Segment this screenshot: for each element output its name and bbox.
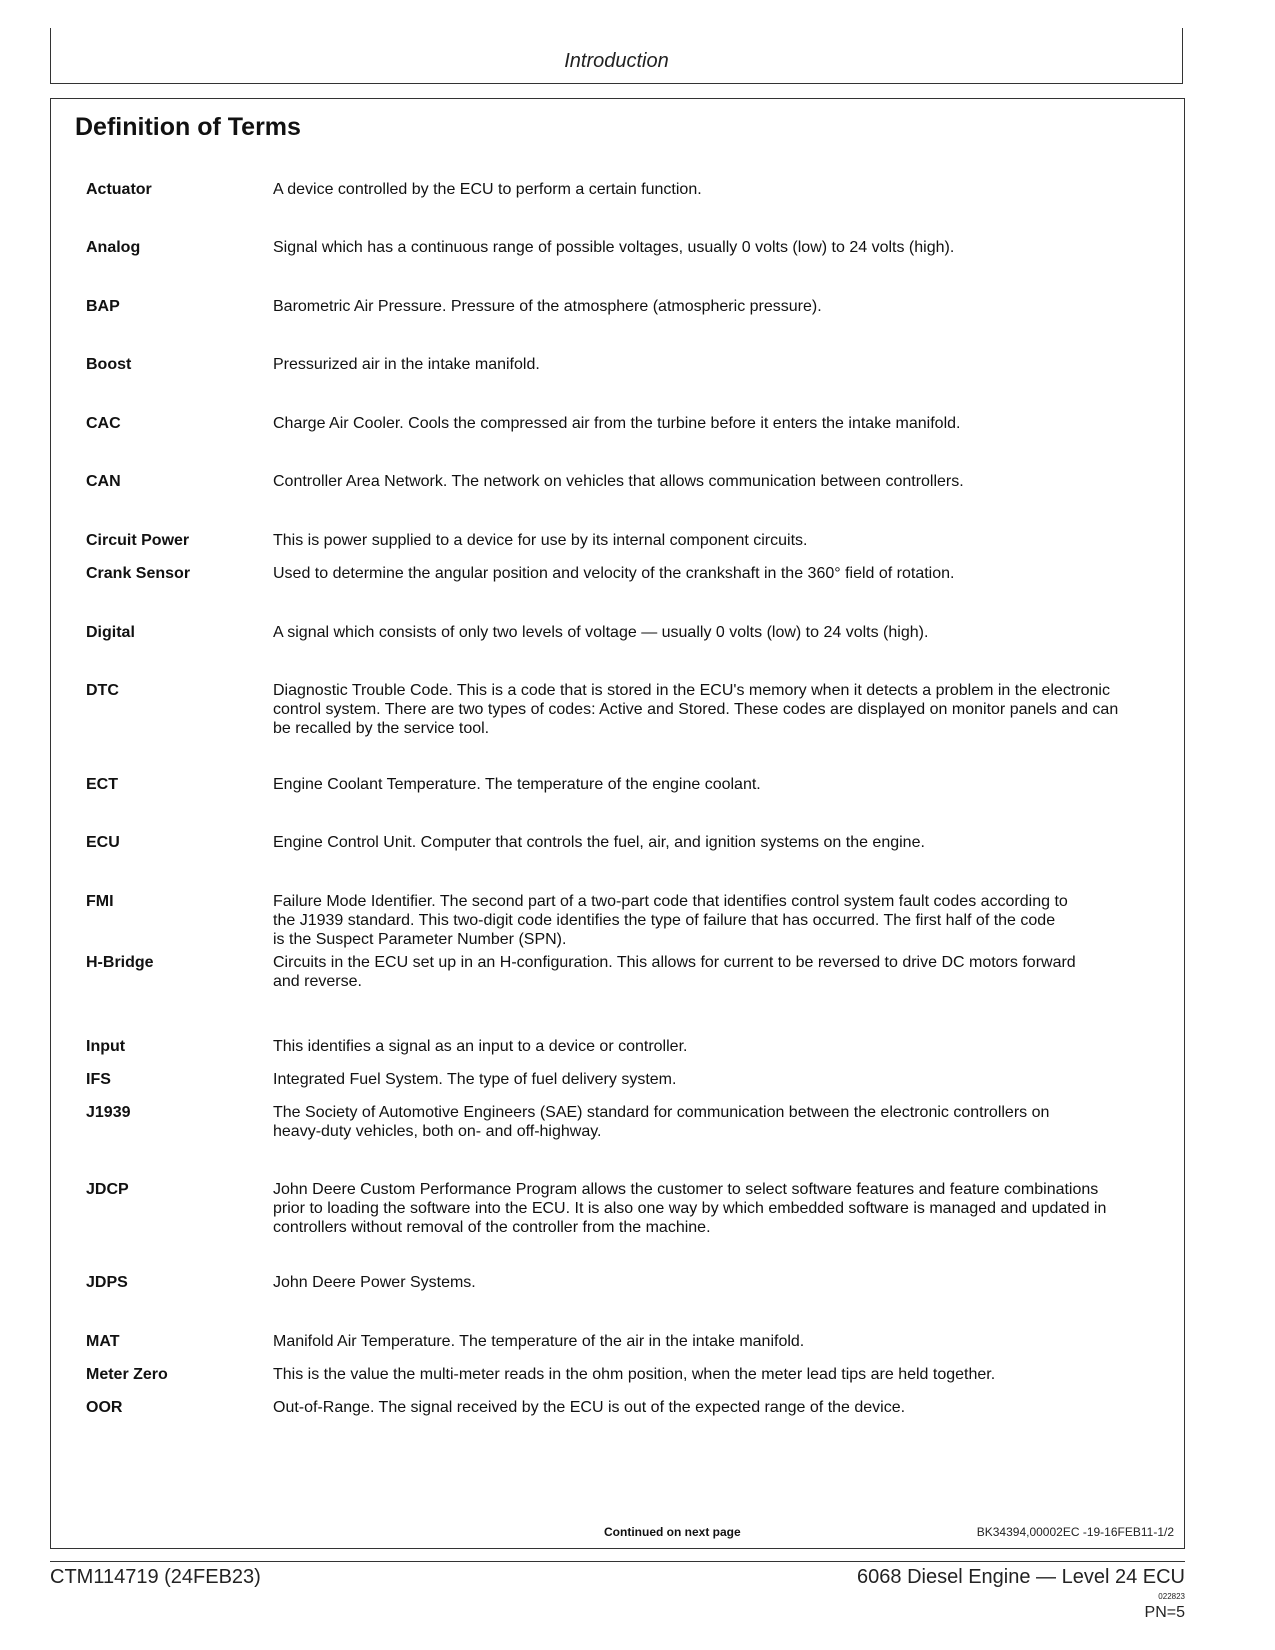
term-definition: Failure Mode Identifier. The second part of a two-part code that identifies control system fault codes according to the J1939 standard. This two-digit code identifies the type of failure that has occurred. The first half of the code is the Suspect Parameter Number (SPN). <box>273 893 1068 948</box>
document-id: CTM114719 (24FEB23) <box>50 1566 261 1588</box>
term-definition: This is the value the multi-meter reads in the ohm position, when the meter lead tips are held together. <box>273 1366 996 1383</box>
term-label: Analog <box>86 239 141 256</box>
term-definition: Controller Area Network. The network on vehicles that allows communication between controllers. <box>273 473 964 490</box>
term-label: CAC <box>86 415 121 432</box>
term-definition: Engine Coolant Temperature. The temperature of the engine coolant. <box>273 776 761 793</box>
definitions-box <box>50 98 1185 1549</box>
term-definition: This is power supplied to a device for use by its internal component circuits. <box>273 532 808 549</box>
term-definition: John Deere Custom Performance Program allows the customer to select software features and feature combinations prior to loading the software into the ECU. It is also one way by which embedded software is managed and updated in controllers without removal of the controller from the machine. <box>273 1181 1107 1236</box>
term-label: Crank Sensor <box>86 565 191 582</box>
term-definition: Pressurized air in the intake manifold. <box>273 356 540 373</box>
term-definition: This identifies a signal as an input to a device or controller. <box>273 1038 688 1055</box>
term-label: H-Bridge <box>86 954 154 971</box>
term-label: ECT <box>86 776 118 793</box>
page-number: PN=5 <box>1144 1604 1185 1621</box>
term-definition: A device controlled by the ECU to perform a certain function. <box>273 181 702 198</box>
term-label: Circuit Power <box>86 532 190 549</box>
term-definition: Engine Control Unit. Computer that controls the fuel, air, and ignition systems on the engine. <box>273 834 925 851</box>
term-definition: Used to determine the angular position and velocity of the crankshaft in the 360° field of rotation. <box>273 565 955 582</box>
term-definition: The Society of Automotive Engineers (SAE) standard for communication between the electronic controllers on heavy-duty vehicles, both on- and off-highway. <box>273 1104 1050 1140</box>
term-label: Input <box>86 1038 126 1055</box>
term-label: J1939 <box>86 1104 131 1121</box>
term-label: Meter Zero <box>86 1366 168 1383</box>
term-definition: Charge Air Cooler. Cools the compressed air from the turbine before it enters the intake manifold. <box>273 415 961 432</box>
document-title: 6068 Diesel Engine — Level 24 ECU <box>857 1566 1185 1588</box>
term-label: OOR <box>86 1399 123 1416</box>
term-label: DTC <box>86 682 119 699</box>
reference-code: BK34394,00002EC -19-16FEB11-1/2 <box>976 1525 1174 1539</box>
term-definition: Signal which has a continuous range of possible voltages, usually 0 volts (low) to 24 volts (high). <box>273 239 955 256</box>
term-definition: Circuits in the ECU set up in an H-configuration. This allows for current to be reversed to drive DC motors forward and reverse. <box>273 954 1076 990</box>
term-label: CAN <box>86 473 121 490</box>
term-label: BAP <box>86 298 120 315</box>
footer-divider <box>50 1561 1185 1562</box>
term-definition: John Deere Power Systems. <box>273 1274 476 1291</box>
section-title: Definition of Terms <box>75 113 301 141</box>
term-definition: Out-of-Range. The signal received by the ECU is out of the expected range of the device. <box>273 1399 906 1416</box>
term-definition: A signal which consists of only two levels of voltage — usually 0 volts (low) to 24 volts (high). <box>273 624 929 641</box>
term-label: Boost <box>86 356 132 373</box>
term-label: IFS <box>86 1071 111 1088</box>
term-definition: Integrated Fuel System. The type of fuel delivery system. <box>273 1071 677 1088</box>
term-label: MAT <box>86 1333 120 1350</box>
term-label: ECU <box>86 834 120 851</box>
term-definition: Diagnostic Trouble Code. This is a code that is stored in the ECU's memory when it detects a problem in the electronic control system. There are two types of codes: Active and Stored. These codes are displayed on monitor panels and can be recalled by the service tool. <box>273 682 1119 737</box>
page-header <box>50 28 1183 84</box>
term-label: Digital <box>86 624 135 641</box>
term-label: JDCP <box>86 1181 129 1198</box>
header-title: Introduction <box>564 50 669 72</box>
term-label: FMI <box>86 893 114 910</box>
term-definition: Manifold Air Temperature. The temperature of the air in the intake manifold. <box>273 1333 805 1350</box>
continued-note: Continued on next page <box>604 1525 741 1539</box>
term-definition: Barometric Air Pressure. Pressure of the atmosphere (atmospheric pressure). <box>273 298 822 315</box>
term-label: Actuator <box>86 181 152 198</box>
term-label: JDPS <box>86 1274 128 1291</box>
footer-code: 022823 <box>1158 1592 1185 1601</box>
